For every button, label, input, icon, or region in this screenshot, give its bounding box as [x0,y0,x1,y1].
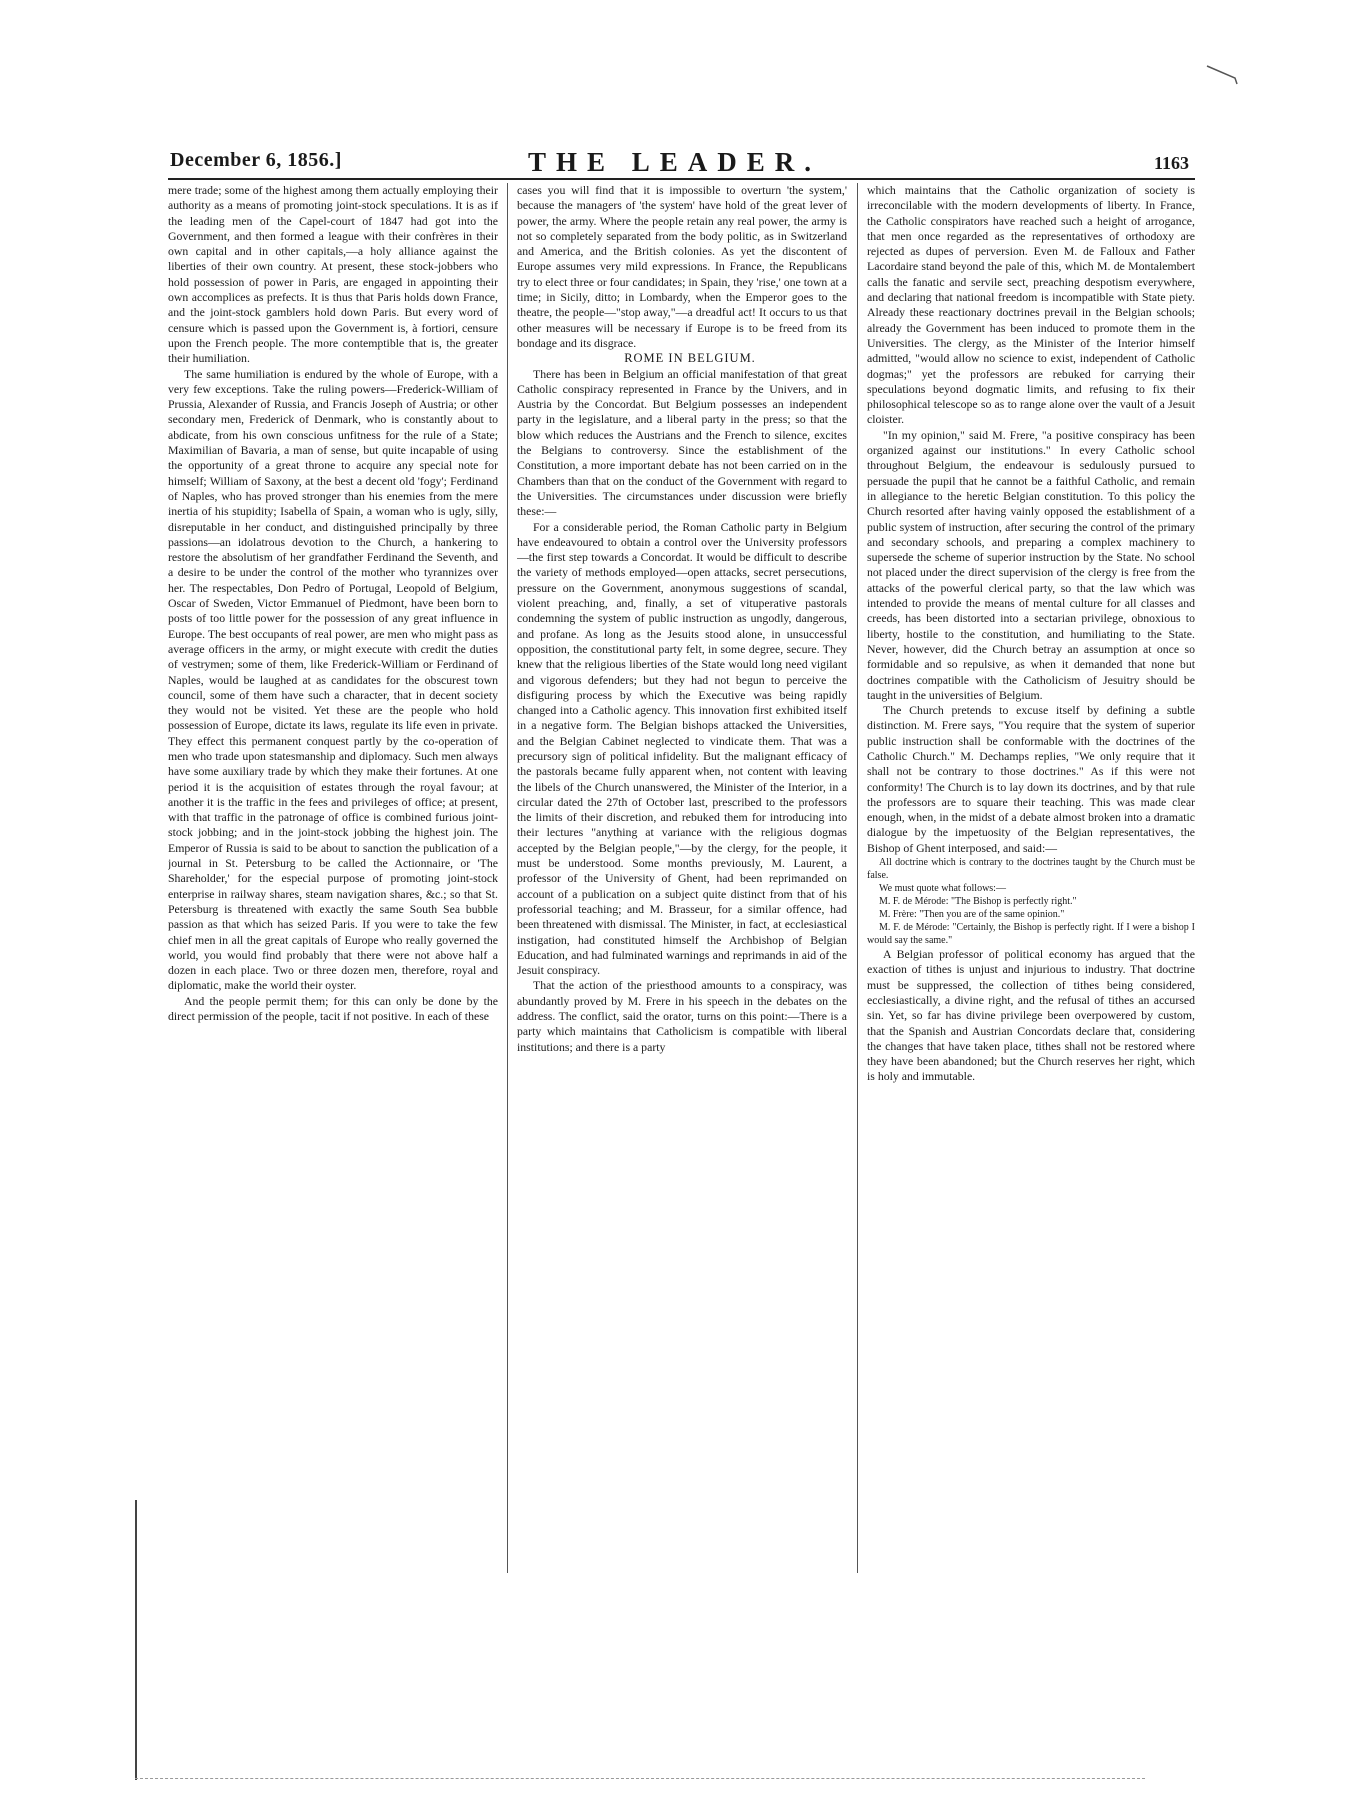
paragraph: And the people permit them; for this can only be done by the direct permission of the people, tacit if not positive. In each of these [168,993,498,1024]
paragraph: For a considerable period, the Roman Catholic party in Belgium have endeavoured to obtain a control over the University professors—the first step towards a Concordat. It would be difficult to describe the variety of methods employed—open attacks, secret persecutions, pressure on the Government, anonymous suggestions of scandal, violent preaching, and, finally, a set of vituperative pastorals condemning the system of public instruction as ungodly, dangerous, and profane. As long as the Jesuits stood alone, in unsuccessful opposition, the constitutional party felt, in some degree, secure. They knew that the religious liberties of the State would long need vigilant and vigorous defenders; but they had not begun to perceive the disfiguring process by which the Executive was being rapidly changed into a Catholic agency. This innovation first exhibited itself in a negative form. The Belgian bishops attacked the Universities, and the Belgian Cabinet neglected to vindicate them. That was a precursory sign of political infidelity. But the malignant efficacy of the pastorals became fully apparent when, not content with leaving the libels of the Church unanswered, the Minister of the Interior, in a circular dated the 27th of October last, prescribed to the professors the limits of their discretion, and rebuked them for introducing into their lectures "anything at variance with the religious dogmas accepted by the Belgian people,"—by the clergy, for the people, it must be understood. Some months previously, M. Laurent, a professor of the University of Ghent, had been reprimanded on account of a publication on a subject quite distinct from that of his professorial teaching; and M. Brasseur, for a similar offence, had been threatened with dismissal. The Minister, in fact, at ecclesiastical instigation, had constituted himself the Archbishop of Belgian Education, and had fulminated warnings and reprimands in aid of the Jesuit conspiracy. [517,519,847,978]
column-divider [857,183,858,1573]
quotation: All doctrine which is contrary to the doctrines taught by the Church must be false. [867,857,1195,882]
section-title: ROME IN BELGIUM. [624,351,756,366]
paragraph: There has been in Belgium an official manifestation of that great Catholic conspiracy represented in France by the Univers, and in Austria by the Concordat. But Belgium possesses an independent party in the legislature, and a liberal party in the press; so that the blow which reduces the Austrians and the French to silence, excites the Belgians to controversy. Since the establishment of the Constitution, a more important debate has not been carried on in the Chambers than that on the conduct of the Government with regard to the Universities. The circumstances under discussion were briefly these:— [517,366,847,519]
quotation-intro: We must quote what follows:— [879,883,1006,895]
article-columns [168,183,1195,1603]
column-3 [867,183,1195,1603]
header-rule [168,178,1195,180]
corner-pen-mark [1205,64,1239,86]
paragraph: cases you will find that it is impossible to overturn 'the system,' because the managers of 'the system' have hold of the great lever of power, the army. Where the people retain any real power, the army is not so completely separated from the body politic, as in Switzerland and America, and the British colonies. As yet the discontent of Europe assumes very mild expressions. In France, the Republicans try to elect three or four candidates; in Spain, they 'rise,' one town at a time; in Sicily, ditto; in Lombardy, when the Emperor goes to the theatre, the people—"stop away,"—a dreadful act! It occurs to us that other measures will be necessary if Europe is to be freed from its bondage and its disgrace. [517,183,847,350]
issue-date: December 6, 1856.] [170,149,342,171]
debate-line: M. F. de Mérode: "The Bishop is perfectly right." [879,896,1077,908]
paragraph: The same humiliation is endured by the whole of Europe, with a very few exceptions. Take the ruling powers—Frederick-William of Prussia, Alexander of Russia, and Francis Joseph of Austria; or other secondary men, Frederick of Denmark, who is constantly about to abdicate, from his own conscious unfitness for the rule of a State; Maximilian of Bavaria, a man of sense, but quite incapable of using the opportunity of a great throne to acquire any special note for himself; William of Saxony, at the best a decent old 'fogy'; Ferdinand of Naples, who has proved stronger than his enemies from the mere inertia of his stupidity; Isabella of Spain, a woman who is ugly, silly, disreputable in her conduct, and distinguished principally by three passions—an idolatrous devotion to the Church, a hankering to restore the absolutism of her grandfather Ferdinand the Seventh, and a desire to be under the control of the mother who tyrannizes over her. The respectables, Don Pedro of Portugal, Leopold of Belgium, Oscar of Sweden, Victor Emmanuel of Piedmont, have been born to posts of too little power for the possession of any great influence in Europe. The best occupants of real power, are men who might pass as average officers in the army, or might execute with credit the duties of vestrymen; some of them, like Frederick-William or Ferdinand of Naples, would be laughed at as candidates for the obscurest town council, some of them have such a character, that in decent society they would not be visited. Yet these are the people who hold possession of Europe, dictate its laws, regulate its life even in private. They effect this permanent conquest partly by the co-operation of men who trade upon statesmanship and diplomacy. Such men always have some auxiliary trade by which they make their fortunes. At one period it is the acquisition of estates through the royal favour; at another it is the traffic in the fees and privileges of office; at present, with that traffic in the patronage of office is combined furious joint-stock jobbing; and in the joint-stock jobbing the highest join. The Emperor of Russia is said to be about to sanction the publication of a journal in St. Petersburg to be called the Actionnaire, or 'The Shareholder,' for the especial purpose of promoting joint-stock enterprise in railway shares, steam navigation shares, &c.; so that St. Petersburg is threatened with exactly the same South Sea bubble passion as that which has seized Paris. If you were to take the few chief men in all the great capitals of Europe who really governed the world, you would find probably that there were not above half a dozen in each place. Two or three dozen men, therefore, royal and diplomatic, make the world their oyster. [168,366,498,993]
page-number: 1163 [1153,153,1189,173]
paragraph: A Belgian professor of political economy has argued that the exaction of tithes is unjust and injurious to industry. That doctrine must be suppressed, the collection of tithes being considered, ecclesiastically, a divine right, and the refusal of tithes an accursed sin. Yet, so far has divine privilege been overpowered by custom, that the Spanish and Austrian Concordats declare that, considering the changes that have taken place, tithes shall not be restored where they have been abandoned; but the Church reserves her right, which is holy and immutable. [867,947,1195,1084]
paragraph: The Church pretends to excuse itself by defining a subtle distinction. M. Frere says, "You require that the system of superior public instruction shall be conformable with the doctrines of the Catholic Church." M. Dechamps replies, "We only require that it shall not be contrary to those doctrines." As if this were not conformity! The Church is to lay down its doctrines, and by that rule the professors are to square their teaching. This was made clear enough, when, in the midst of a debate almost broken into a dramatic dialogue by the impetuosity of the Belgian representatives, the Bishop of Ghent interposed, and said:— [867,703,1195,855]
page-bottom-edge [135,1778,1145,1779]
masthead-title: THE LEADER. [527,147,822,177]
paragraph: "In my opinion," said M. Frere, "a positive conspiracy has been organized against our institutions." In every Catholic school throughout Belgium, the endeavour is sedulously pursued to persuade the pupil that he cannot be a faithful Catholic, and remain in allegiance to the heretic Belgian constitution. To this policy the Church resorted after having vainly opposed the establishment of a public system of instruction, after securing the control of the primary and secondary schools, and preparing a complex machinery to supersede the scheme of superior instruction by the State. No school not placed under the direct supervision of the clergy is free from the attacks of the powerful clerical party, so that the law which was intended to provide the means of mental culture for all classes and creeds, has been distorted into a sectarian privilege, obnoxious to liberty, hostile to the constitution, and humiliating to the State. Never, however, did the Church betray an assumption at once so formidable and so repulsive, as when it demanded that none but doctrines compatible with the Catholicism of Jesuitry should be taught in the universities of Belgium. [867,427,1195,702]
column-divider [507,183,508,1573]
page-header [152,147,1197,181]
paragraph: That the action of the priesthood amounts to a conspiracy, was abundantly proved by M. Frere in his speech in the debates on the address. The conflict, said the orator, turns on this point:—There is a party which maintains that Catholicism is compatible with liberal institutions; and there is a party [517,978,847,1054]
quoted-debate [867,856,1195,947]
debate-line: M. F. de Mérode: "Certainly, the Bishop is perfectly right. If I were a bishop I would say the same." [867,922,1195,947]
column-2 [517,183,847,1603]
debate-line: M. Frère: "Then you are of the same opinion." [879,909,1065,921]
paragraph: which maintains that the Catholic organization of society is irreconcilable with the modern developments of liberty. In France, the Catholic conspirators have reached such a height of arrogance, that men once regarded as the representatives of orthodoxy are rejected as dupes of perversion. Even M. de Falloux and Father Lacordaire stand beyond the pale of this, which M. de Montalembert calls the fanatic and servile sect, preaching despotism everywhere, and declaring that national freedom is incompatible with State piety. Already these reactionary doctrines prevail in the Belgian schools; already the Government has been induced to promote them in the Universities. The clergy, as the Minister of the Interior himself admitted, "would allow no science to exist, independent of Catholic dogmas;" yet the professors are rebuked for carrying their speculations beyond dogmatic limits, and refusing to fix their philosophical telescope so as to range alone over the vault of a Jesuit cloister. [867,183,1195,427]
column-1 [168,183,498,1603]
paragraph: mere trade; some of the highest among them actually employing their authority as a means of promoting joint-stock speculations. It is as if the leading men of the Capel-court of 1847 had got into the Government, and then formed a league with their confrères in their own capital and in other capitals,—a holy alliance against the liberties of their own country. At present, these stock-jobbers who hold possession of power in Paris, are engaged in appointing their own accomplices as prefects. It is thus that Paris holds down France, and the joint-stock gamblers hold down Paris. But every word of censure which is passed upon the Government is, à fortiori, censure upon the French people. The more contemptible that is, the greater their humiliation. [168,183,498,366]
binding-edge [135,1500,137,1780]
